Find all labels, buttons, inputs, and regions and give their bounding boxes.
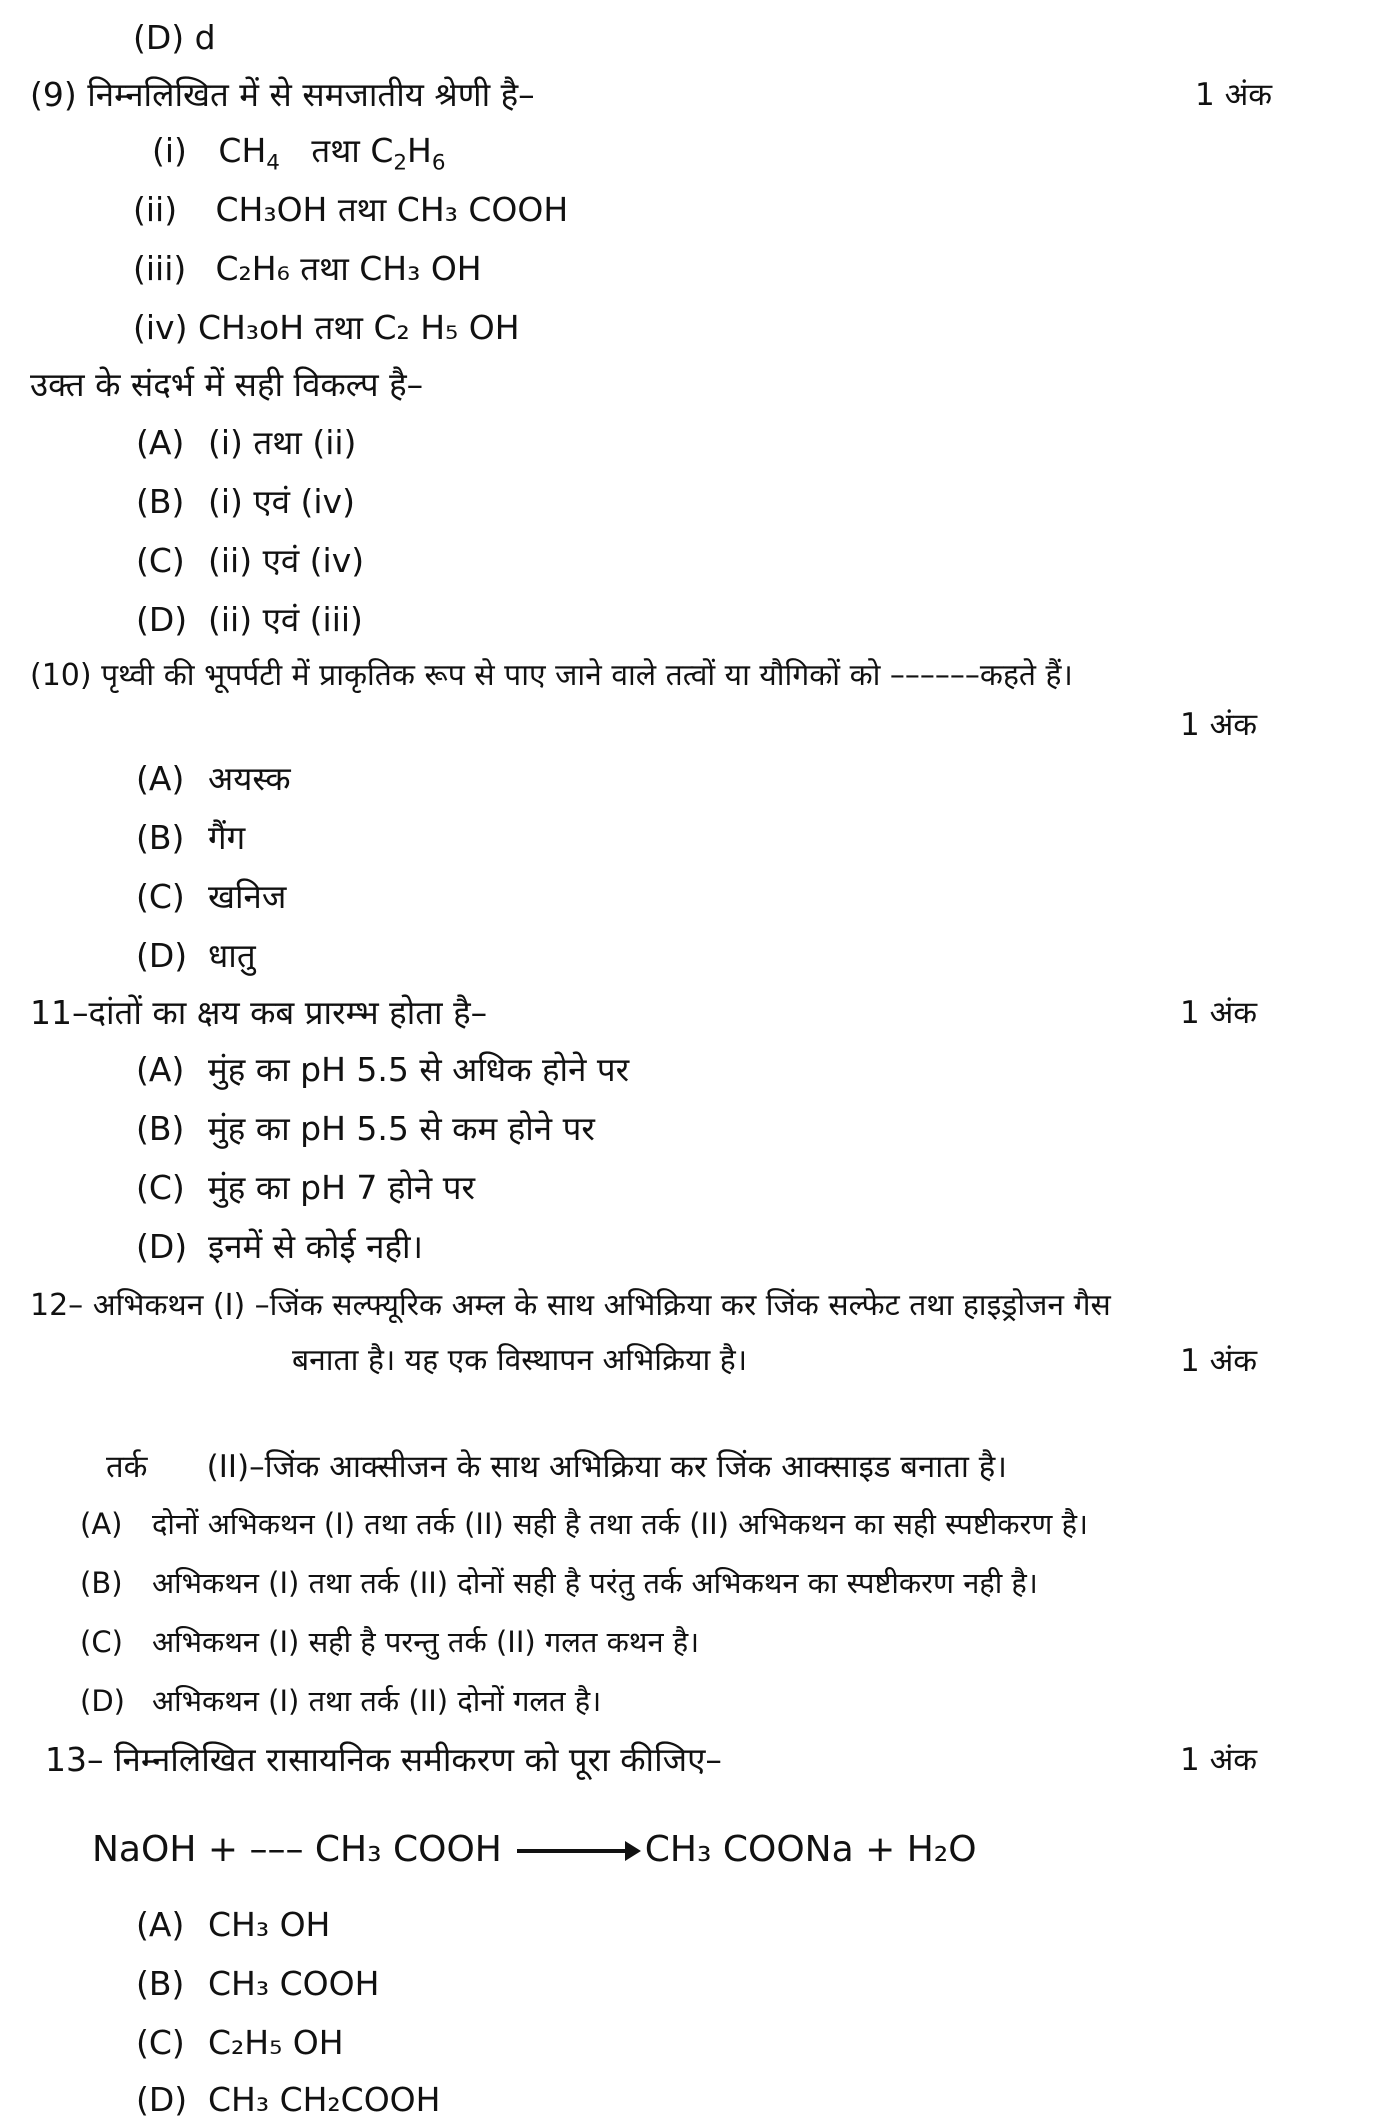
q9-option-d-label: (D) [136, 600, 188, 639]
q9-item-1-sub-b1: 2 [393, 150, 408, 176]
q9-option-c-label: (C) [136, 541, 185, 580]
q11-option-c [136, 1168, 475, 1208]
q11-option-d-text: इनमें से कोई नही। [208, 1227, 424, 1266]
q11-marks: 1 अंक [1180, 995, 1258, 1031]
q9-item-2-num: (ii) [133, 190, 178, 229]
q9-option-b [136, 482, 355, 522]
q13-equation-left: NaOH + ––– CH₃ COOH [92, 1829, 502, 1870]
q11-option-a-label: (A) [136, 1050, 185, 1089]
q9-option-b-text: (i) एवं (iv) [208, 482, 355, 521]
q12-option-c [80, 1622, 699, 1662]
q9-option-a [136, 423, 356, 463]
q9-option-d [136, 600, 363, 640]
q10-option-d [136, 936, 256, 976]
q11-option-b [136, 1109, 595, 1149]
q10-option-d-label: (D) [136, 936, 188, 975]
q9-option-c [136, 541, 364, 581]
q12-reason [106, 1447, 1007, 1487]
q9-item-1 [152, 131, 446, 184]
q9-item-1-sub-b2: 6 [431, 150, 446, 176]
q12-stem-line2: बनाता है। यह एक विस्थापन अभिक्रिया है। [292, 1343, 748, 1378]
q12-reason-label: तर्क [106, 1449, 148, 1485]
q12-option-a-label: (A) [80, 1507, 123, 1541]
q9-option-a-label: (A) [136, 423, 185, 462]
q10-stem: (10) पृथ्वी की भूपर्पटी में प्राकृतिक रूप से पाए जाने वाले तत्वों या यौगिकों को ––––––कहते हैं। [30, 658, 1073, 693]
q9-stem: (9) निम्नलिखित में से समजातीय श्रेणी है– [30, 75, 535, 114]
q13-option-d-text: CH₃ CH₂COOH [208, 2080, 441, 2119]
q9-item-1-num: (i) [152, 131, 187, 170]
q12-stem-line1: 12– अभिकथन (I) –जिंक सल्फ्यूरिक अम्ल के साथ अभिक्रिया कर जिंक सल्फेट तथा हाइड्रोजन गैस [30, 1288, 1111, 1323]
q9-item-4 [133, 308, 520, 348]
q9-item-3-text: C₂H₆ तथा CH₃ OH [215, 249, 482, 288]
q9-option-c-text: (ii) एवं (iv) [208, 541, 365, 580]
q13-equation [92, 1830, 977, 1870]
q10-option-b-text: गैंग [208, 818, 246, 857]
q12-option-a-text: दोनों अभिकथन (I) तथा तर्क (II) सही है तथा तर्क (II) अभिकथन का सही स्पष्टीकरण है। [152, 1507, 1088, 1541]
q11-option-a-text: मुंह का pH 5.5 से अधिक होने पर [208, 1050, 630, 1089]
q12-option-d-text: अभिकथन (I) तथा तर्क (II) दोनों गलत है। [152, 1684, 602, 1718]
q9-item-2 [133, 190, 568, 230]
q13-option-d [136, 2080, 440, 2120]
q12-option-b-text: अभिकथन (I) तथा तर्क (II) दोनों सही है परंतु तर्क अभिकथन का स्पष्टीकरण नही है। [152, 1566, 1038, 1600]
q9-option-a-text: (i) तथा (ii) [208, 423, 357, 462]
q9-item-3-num: (iii) [133, 249, 187, 288]
reaction-arrow-icon [517, 1849, 627, 1853]
q13-option-c-text: C₂H₅ OH [208, 2023, 344, 2062]
q8-option-d: (D) d [133, 18, 216, 57]
q11-option-c-text: मुंह का pH 7 होने पर [208, 1168, 475, 1207]
q11-option-b-label: (B) [136, 1109, 185, 1148]
q9-item-1-formula-b-mid: H [407, 131, 432, 170]
q13-option-b [136, 1964, 379, 2004]
q13-option-a [136, 1905, 330, 1945]
q10-option-a-label: (A) [136, 759, 185, 798]
q12-option-d [80, 1681, 601, 1721]
q12-option-a [80, 1504, 1088, 1544]
q13-stem: 13– निम्नलिखित रासायनिक समीकरण को पूरा कीजिए– [45, 1740, 722, 1779]
q11-stem: 11–दांतों का क्षय कब प्रारम्भ होता है– [30, 993, 488, 1032]
q10-marks: 1 अंक [1180, 707, 1258, 743]
q9-item-2-text: CH₃OH तथा CH₃ COOH [215, 190, 569, 229]
q9-item-3 [133, 249, 482, 289]
q11-option-a [136, 1050, 629, 1090]
q9-option-d-text: (ii) एवं (iii) [208, 600, 363, 639]
q9-item-1-sub-a: 4 [266, 150, 280, 176]
q13-option-b-label: (B) [136, 1964, 185, 2003]
q10-option-a [136, 759, 291, 799]
q10-option-a-text: अयस्क [208, 759, 291, 798]
q12-option-b-label: (B) [80, 1566, 123, 1600]
q13-equation-right: CH₃ COONa + H₂O [644, 1829, 977, 1870]
q11-option-b-text: मुंह का pH 5.5 से कम होने पर [208, 1109, 595, 1148]
q10-option-b [136, 818, 245, 858]
q9-option-b-label: (B) [136, 482, 185, 521]
q13-option-c [136, 2023, 344, 2063]
q10-option-b-label: (B) [136, 818, 185, 857]
q10-option-d-text: धातु [208, 936, 256, 975]
q13-option-c-label: (C) [136, 2023, 185, 2062]
q9-marks: 1 अंक [1195, 77, 1273, 113]
q12-marks: 1 अंक [1180, 1343, 1258, 1379]
q9-item-1-join: तथा [311, 131, 360, 170]
q12-reason-text: (II)–जिंक आक्सीजन के साथ अभिक्रिया कर जिंक आक्साइड बनाता है। [206, 1449, 1007, 1485]
q9-prompt: उक्त के संदर्भ में सही विकल्प है– [30, 365, 424, 404]
q9-item-1-formula-b: C [370, 131, 394, 170]
q12-option-c-label: (C) [80, 1625, 123, 1659]
q13-option-a-label: (A) [136, 1905, 185, 1944]
q10-option-c [136, 877, 286, 917]
q12-option-b [80, 1563, 1038, 1603]
q9-item-4-num: (iv) [133, 308, 188, 347]
q9-item-1-formula-a: CH [218, 131, 267, 170]
q13-option-b-text: CH₃ COOH [208, 1964, 380, 2003]
q13-marks: 1 अंक [1180, 1742, 1258, 1778]
q13-option-a-text: CH₃ OH [208, 1905, 331, 1944]
q11-option-d-label: (D) [136, 1227, 188, 1266]
q12-option-c-text: अभिकथन (I) सही है परन्तु तर्क (II) गलत कथन है। [152, 1625, 700, 1659]
q10-option-c-label: (C) [136, 877, 185, 916]
q11-option-d [136, 1227, 423, 1267]
q13-option-d-label: (D) [136, 2080, 188, 2119]
q11-option-c-label: (C) [136, 1168, 185, 1207]
q12-option-d-label: (D) [80, 1684, 125, 1718]
q10-option-c-text: खनिज [208, 877, 287, 916]
q9-item-4-text: CH₃oH तथा C₂ H₅ OH [197, 308, 520, 347]
